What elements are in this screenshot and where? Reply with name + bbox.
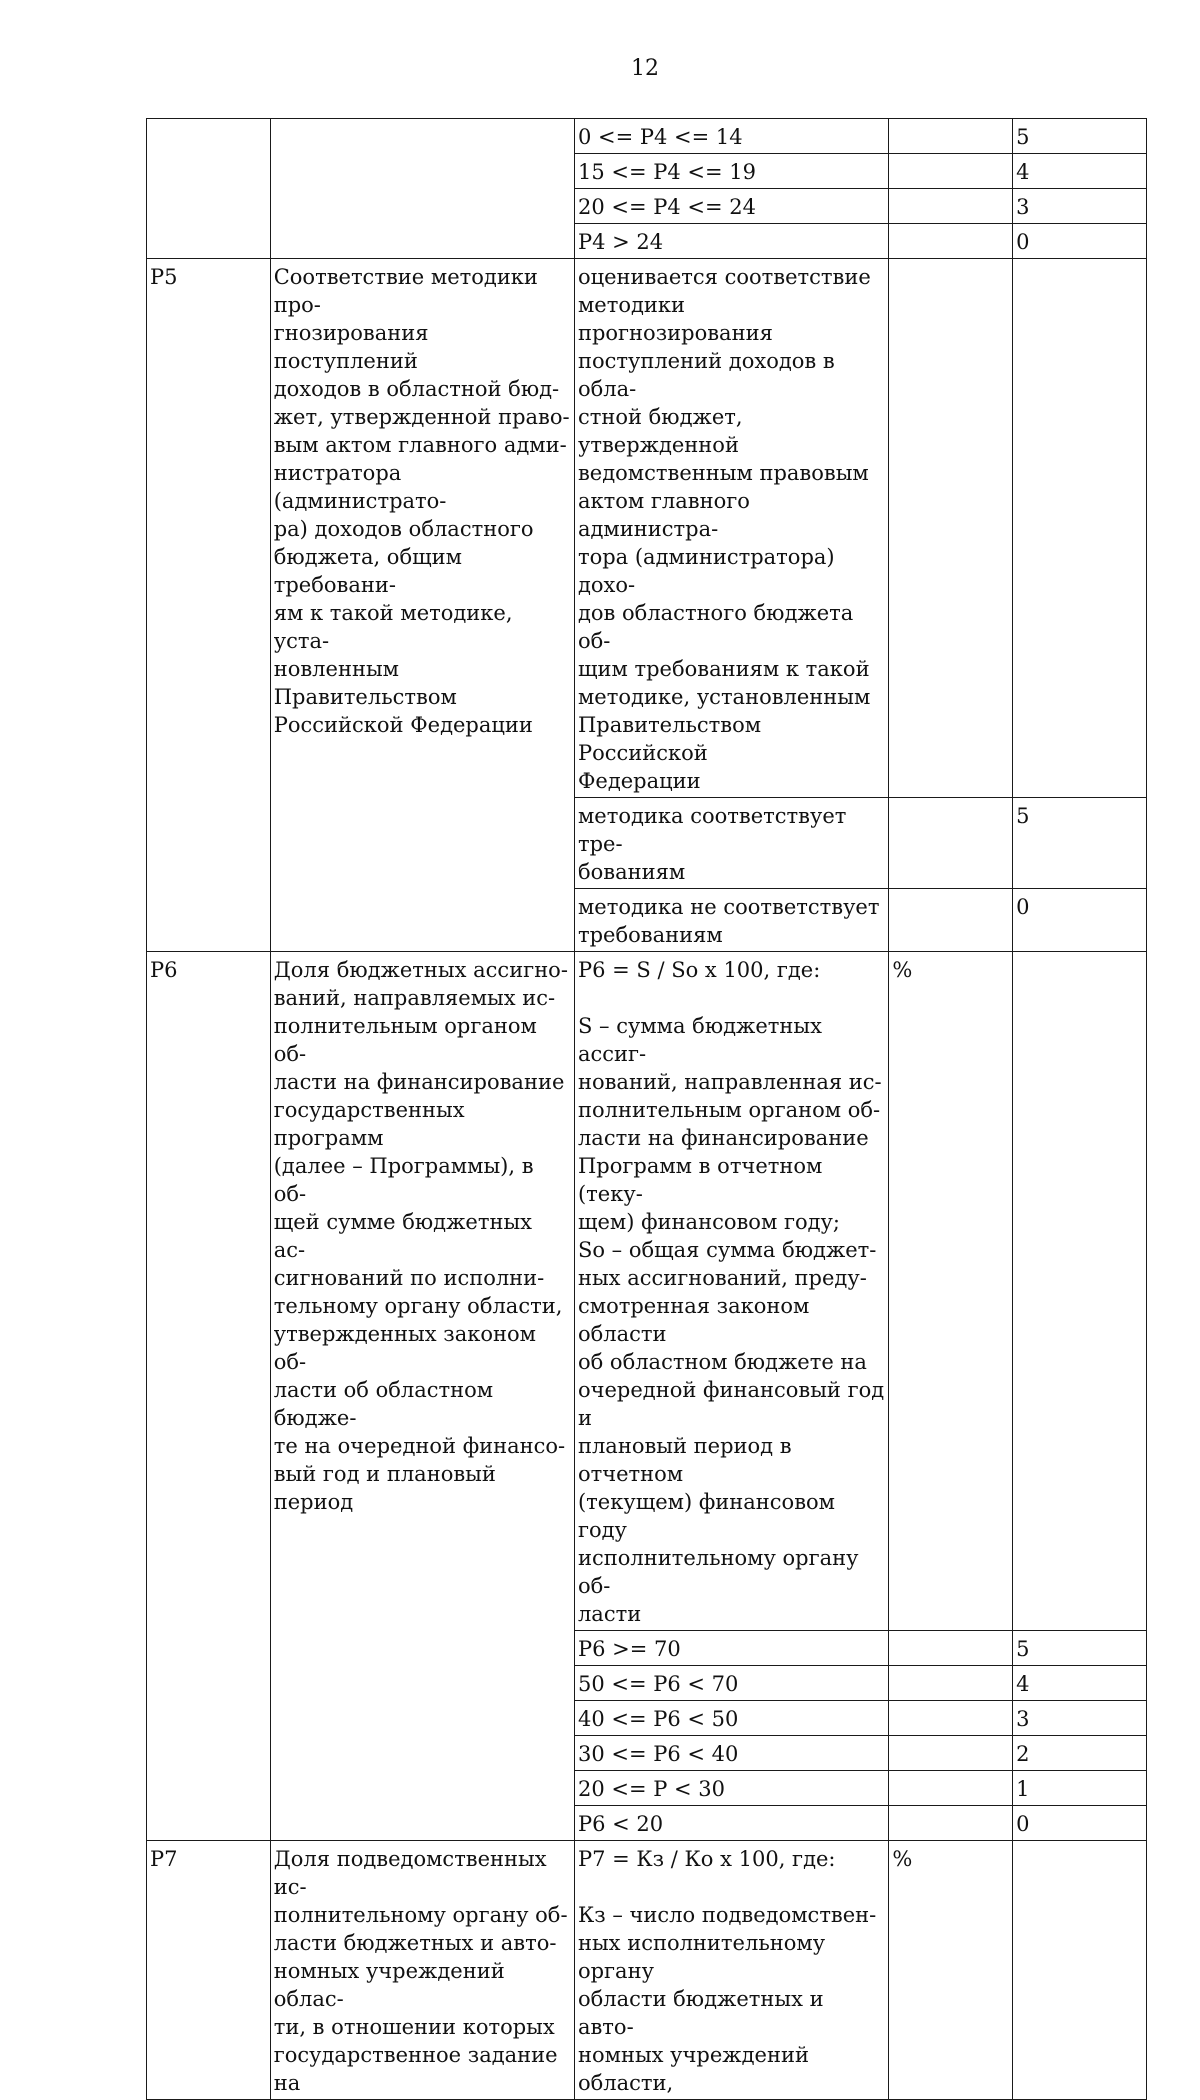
condition-cell: 20 <= P < 30	[574, 1771, 888, 1806]
score-cell: 5	[1013, 119, 1147, 154]
indicator-code-cell	[147, 119, 271, 259]
condition-cell: 40 <= P6 < 50	[574, 1701, 888, 1736]
unit-cell: %	[889, 952, 1013, 1631]
unit-cell	[889, 1631, 1013, 1666]
indicator-name-cell: Соответствие методики про- гнозирования поступлений доходов в областной бюд- жет, утвержденной право- вым актом главного адми- нистратора (администрато- ра) доходов областного бюджета, общим требовани- ям к такой методике, уста- новленным Правительством Российской Федерации	[270, 259, 574, 952]
indicator-code-cell: P6	[147, 952, 271, 1841]
score-cell: 5	[1013, 798, 1147, 889]
indicator-code-cell: P7	[147, 1841, 271, 2100]
indicator-name-cell: Доля бюджетных ассигно- ваний, направляемых ис- полнительным органом об- ласти на финансирование государственных программ (далее – Программы), в об- щей сумме бюджетных ас- сигнований по исполни- тельному органу области, утвержденных законом об- ласти об областном бюдже- те на очередной финансо- вый год и плановый период	[270, 952, 574, 1841]
table-row	[147, 259, 1147, 798]
unit-cell	[889, 1771, 1013, 1806]
indicator-name-cell	[270, 119, 574, 259]
unit-cell	[889, 119, 1013, 154]
method-cell: оценивается соответствие методики прогнозирования поступлений доходов в обла- стной бюджет, утвержденной ведомственным правовым актом главного администра- тора (администратора) дохо- дов областного бюджета об- щим требованиям к такой методике, установленным Правительством Российской Федерации	[574, 259, 888, 798]
score-cell: 5	[1013, 1631, 1147, 1666]
condition-cell: методика не соответствует требованиям	[574, 889, 888, 952]
formula-cell: P7 = Кз / Ко x 100, где: Кз – число подведомствен- ных исполнительному органу области бюджетных и авто- номных учреждений области,	[574, 1841, 888, 2100]
score-cell: 2	[1013, 1736, 1147, 1771]
unit-cell	[889, 1666, 1013, 1701]
condition-cell: 20 <= P4 <= 24	[574, 189, 888, 224]
indicator-code-cell: P5	[147, 259, 271, 952]
table-row	[147, 119, 1147, 154]
unit-cell	[889, 798, 1013, 889]
condition-cell: 50 <= P6 < 70	[574, 1666, 888, 1701]
score-cell: 4	[1013, 154, 1147, 189]
condition-cell: 0 <= P4 <= 14	[574, 119, 888, 154]
unit-cell	[889, 189, 1013, 224]
condition-cell: P4 > 24	[574, 224, 888, 259]
indicator-table	[146, 118, 1147, 2100]
condition-cell: методика соответствует тре- бованиям	[574, 798, 888, 889]
score-cell: 4	[1013, 1666, 1147, 1701]
unit-cell	[889, 889, 1013, 952]
score-cell: 0	[1013, 224, 1147, 259]
score-cell	[1013, 1841, 1147, 2100]
unit-cell	[889, 1806, 1013, 1841]
score-cell	[1013, 259, 1147, 798]
score-cell: 3	[1013, 189, 1147, 224]
unit-cell	[889, 224, 1013, 259]
unit-cell	[889, 259, 1013, 798]
unit-cell: %	[889, 1841, 1013, 2100]
score-cell: 3	[1013, 1701, 1147, 1736]
unit-cell	[889, 154, 1013, 189]
score-cell: 0	[1013, 1806, 1147, 1841]
unit-cell	[889, 1736, 1013, 1771]
indicator-name-cell: Доля подведомственных ис- полнительному органу об- ласти бюджетных и авто- номных учреждений облас- ти, в отношении которых государственное задание на	[270, 1841, 574, 2100]
condition-cell: P6 < 20	[574, 1806, 888, 1841]
table-row	[147, 952, 1147, 1631]
condition-cell: 30 <= P6 < 40	[574, 1736, 888, 1771]
table-row	[147, 1841, 1147, 2100]
score-cell	[1013, 952, 1147, 1631]
condition-cell: 15 <= P4 <= 19	[574, 154, 888, 189]
score-cell: 0	[1013, 889, 1147, 952]
page-number: 12	[631, 56, 659, 81]
formula-cell: P6 = S / So x 100, где: S – сумма бюджетных ассиг- нований, направленная ис- полнительным органом об- ласти на финансирование Программ в отчетном (теку- щем) финансовом году; So – общая сумма бюджет- ных ассигнований, преду- смотренная законом области об областном бюджете на очередной финансовый год и плановый период в отчетном (текущем) финансовом году исполнительному органу об- ласти	[574, 952, 888, 1631]
score-cell: 1	[1013, 1771, 1147, 1806]
condition-cell: P6 >= 70	[574, 1631, 888, 1666]
unit-cell	[889, 1701, 1013, 1736]
